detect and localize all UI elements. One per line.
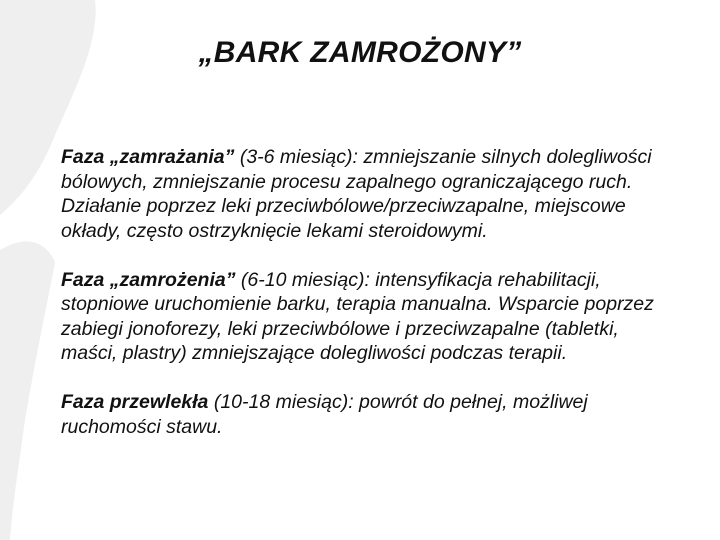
phase-freezing (61, 145, 661, 243)
phase-description: (6-10 miesiąc): intensyfikacja rehabilitacji, stopniowe uruchomienie barku, terapia manualna. Wsparcie poprzez zabiegi jonoforezy, leki przeciwbólowe i przeciwzapalne (tabletki, maści, plastry) zmniejszające dolegliwości podczas terapii. (61, 268, 654, 364)
phase-name: Faza „zamrażania” (61, 146, 235, 168)
slide-title: „BARK ZAMROŻONY” (198, 36, 522, 69)
phase-name: Faza „zamrożenia” (61, 268, 236, 291)
phase-chronic (61, 390, 661, 439)
slide-content (61, 145, 661, 464)
phase-description: (10-18 miesiąc): powrót do pełnej, możliwej ruchomości stawu. (61, 391, 588, 438)
phase-name: Faza przewlekła (61, 391, 209, 413)
lower-bone-shape (0, 241, 55, 540)
phase-frozen (61, 268, 661, 366)
phase-description: (3-6 miesiąc): zmniejszanie silnych dolegliwości bólowych, zmniejszanie procesu zapalnego ograniczającego ruch. Działanie poprzez leki przeciwbólowe/przeciwzapalne, miejscowe okłady, często ostrzyknięcie lekami steroidowymi. (61, 146, 652, 242)
